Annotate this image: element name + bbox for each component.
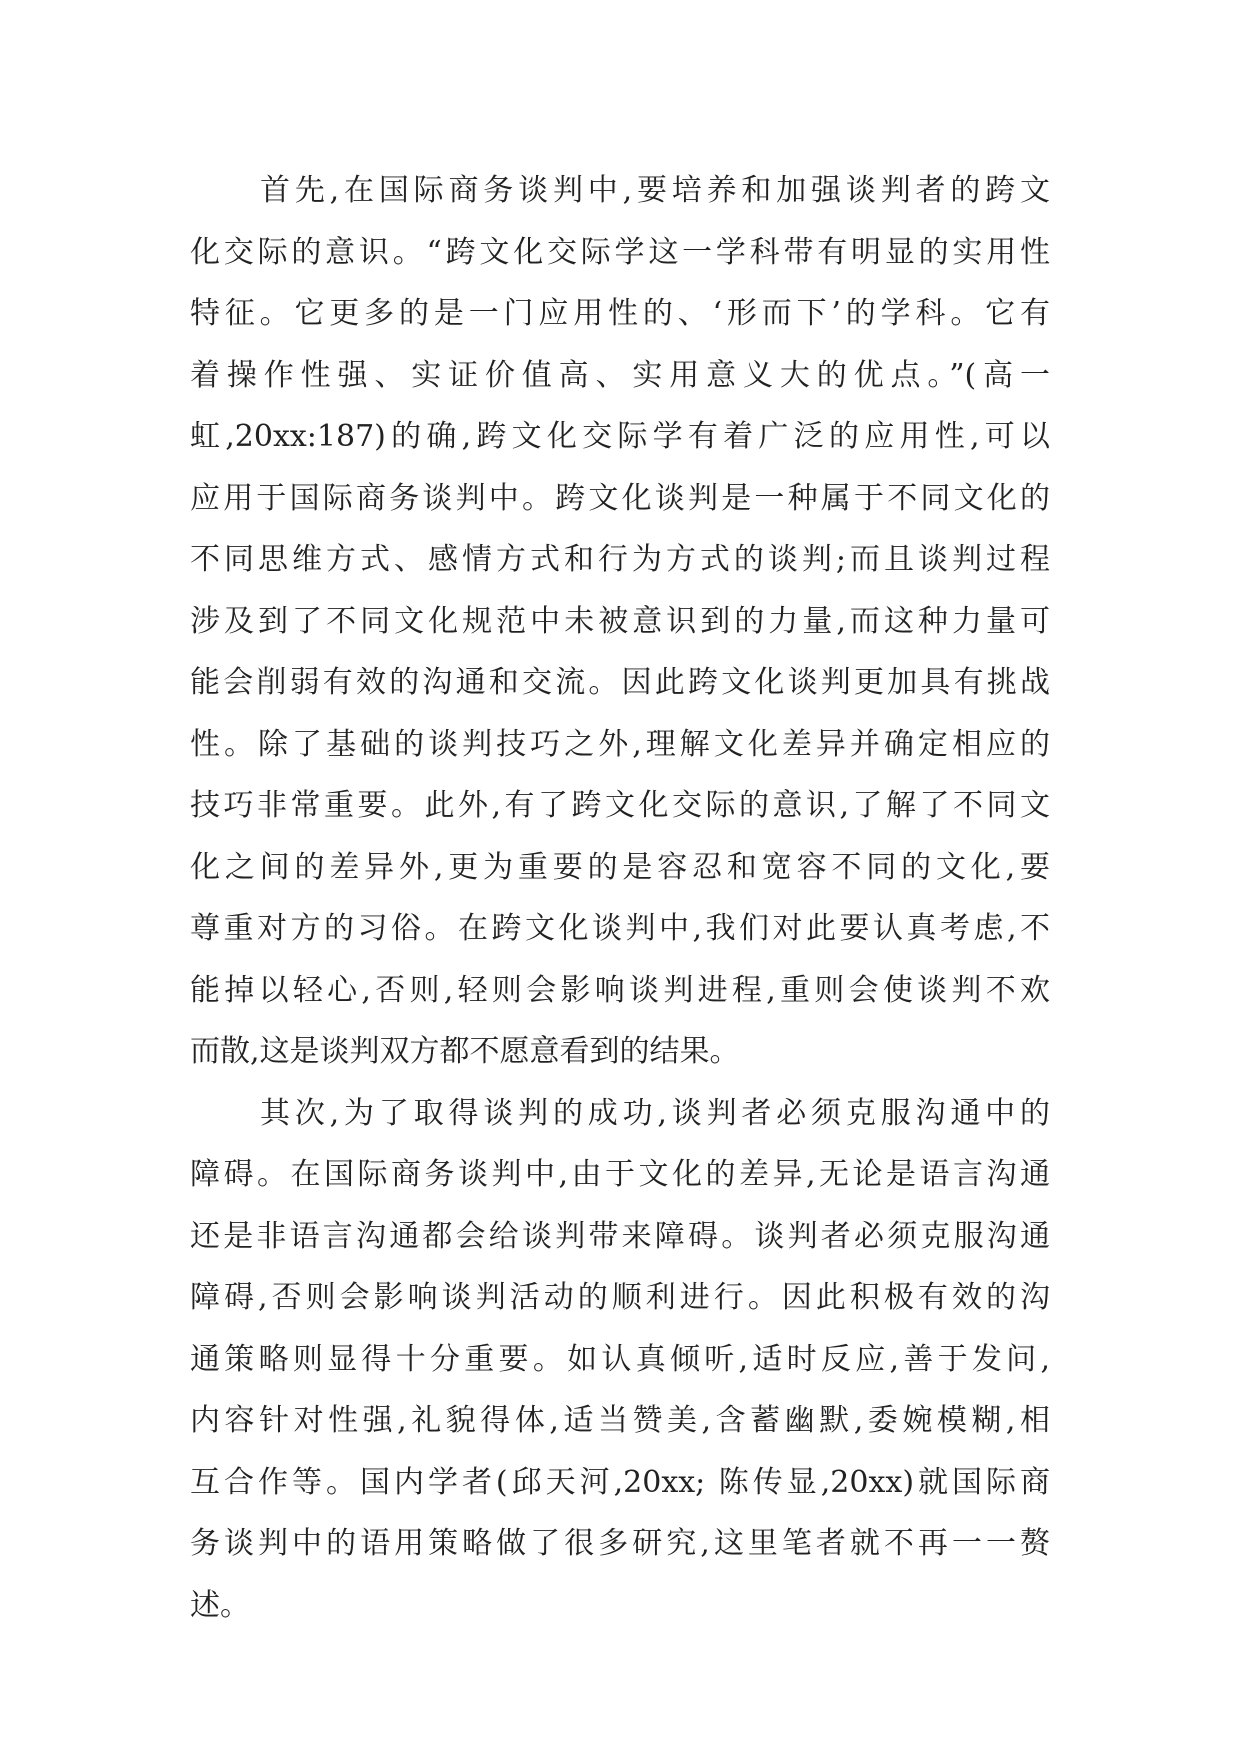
text-line: 述。	[190, 1587, 250, 1623]
text-line: 障碍。在国际商务谈判中,由于文化的差异,无论是语言沟通	[190, 1157, 1050, 1192]
document-body	[190, 160, 1050, 1636]
text-line: 而散,这是谈判双方都不愿意看到的结果。	[190, 1034, 740, 1069]
text-line: 性。除了基础的谈判技巧之外,理解文化差异并确定相应的	[190, 726, 1050, 762]
paragraph	[190, 1083, 1050, 1637]
text-line: 内容针对性强,礼貌得体,适当赞美,含蓄幽默,委婉模糊,相	[190, 1403, 1050, 1438]
text-line: 应用于国际商务谈判中。跨文化谈判是一种属于不同文化的	[190, 480, 1050, 516]
text-line: 通策略则显得十分重要。如认真倾听,适时反应,善于发问,	[190, 1341, 1050, 1377]
text-line: 特征。它更多的是一门应用性的、‘形而下’的学科。它有	[190, 296, 1050, 331]
text-line: 化之间的差异外,更为重要的是容忍和宽容不同的文化,要	[190, 849, 1050, 885]
paragraph	[190, 160, 1050, 1083]
text-line: 能掉以轻心,否则,轻则会影响谈判进程,重则会使谈判不欢	[190, 972, 1050, 1008]
text-line: 还是非语言沟通都会给谈判带来障碍。谈判者必须克服沟通	[190, 1218, 1050, 1254]
text-line: 务谈判中的语用策略做了很多研究,这里笔者就不再一一赘	[190, 1526, 1050, 1561]
text-line: 障碍,否则会影响谈判活动的顺利进行。因此积极有效的沟	[190, 1280, 1050, 1315]
text-line: 化交际的意识。“跨文化交际学这一学科带有明显的实用性	[190, 234, 1050, 270]
text-line: 首先,在国际商务谈判中,要培养和加强谈判者的跨文	[260, 173, 1050, 208]
text-line: 着操作性强、实证价值高、实用意义大的优点。”(高一	[190, 357, 1050, 393]
text-line: 互合作等。国内学者(邱天河,20xx; 陈传显,20xx)就国际商	[190, 1464, 1050, 1500]
text-line: 涉及到了不同文化规范中未被意识到的力量,而这种力量可	[190, 603, 1050, 639]
text-line: 其次,为了取得谈判的成功,谈判者必须克服沟通中的	[260, 1095, 1050, 1131]
text-line: 能会削弱有效的沟通和交流。因此跨文化谈判更加具有挑战	[190, 665, 1050, 700]
text-line: 不同思维方式、感情方式和行为方式的谈判;而且谈判过程	[190, 542, 1050, 577]
text-line: 虹,20xx:187)的确,跨文化交际学有着广泛的应用性,可以	[190, 419, 1050, 454]
text-line: 技巧非常重要。此外,有了跨文化交际的意识,了解了不同文	[190, 788, 1050, 823]
text-line: 尊重对方的习俗。在跨文化谈判中,我们对此要认真考虑,不	[190, 911, 1050, 946]
